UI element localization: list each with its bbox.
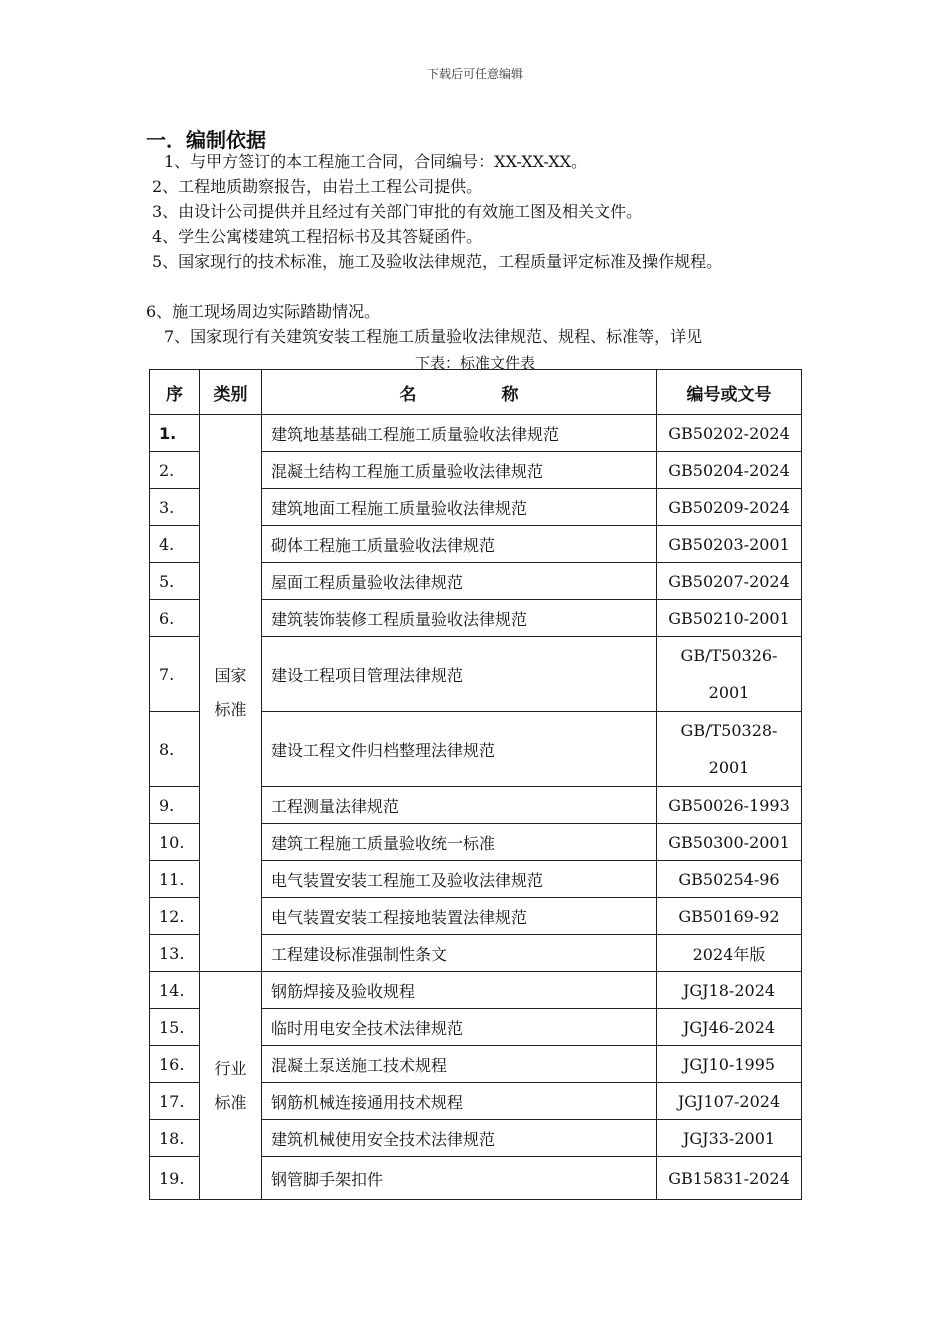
header-name: 名 称 [262,370,657,415]
header-no: 序 [150,370,200,415]
row-code: GB50209-2024 [657,489,802,526]
row-code: GB50300-2001 [657,824,802,861]
code-line-2: 2001 [708,758,750,777]
row-no: 16. [150,1046,200,1083]
row-code: GB15831-2024 [657,1157,802,1200]
row-code: GB50202-2024 [657,415,802,452]
row-name: 屋面工程质量验收法律规范 [262,563,657,600]
row-no: 11. [150,861,200,898]
row-no: 2. [150,452,200,489]
row-no: 3. [150,489,200,526]
row-name: 混凝土结构工程施工质量验收法律规范 [262,452,657,489]
row-code [657,637,802,712]
row-code: GB50210-2001 [657,600,802,637]
category-label: 行业标准 [214,1058,247,1112]
row-code: JGJ107-2024 [657,1083,802,1120]
basis-item-1: 1、与甲方签订的本工程施工合同，合同编号：XX-XX-XX。 [164,152,588,171]
category-national [200,415,262,972]
row-code: 2024年版 [657,935,802,972]
row-code [657,712,802,787]
basis-item-4: 4、学生公寓楼建筑工程招标书及其答疑函件。 [152,227,483,246]
section-title: 一．编制依据 [146,128,266,152]
header-code: 编号或文号 [657,370,802,415]
row-name: 建筑机械使用安全技术法律规范 [262,1120,657,1157]
row-no: 7. [150,637,200,712]
row-no: 8. [150,712,200,787]
basis-item-2: 2、工程地质勘察报告，由岩土工程公司提供。 [152,177,483,196]
row-no: 5. [150,563,200,600]
row-code: JGJ18-2024 [657,972,802,1009]
row-name: 建筑地基基础工程施工质量验收法律规范 [262,415,657,452]
row-name: 钢筋焊接及验收规程 [262,972,657,1009]
row-no: 10. [150,824,200,861]
row-no: 1. [150,415,200,452]
row-name: 临时用电安全技术法律规范 [262,1009,657,1046]
row-name: 钢筋机械连接通用技术规程 [262,1083,657,1120]
row-name: 建筑工程施工质量验收统一标准 [262,824,657,861]
header-category: 类别 [200,370,262,415]
row-name: 混凝土泵送施工技术规程 [262,1046,657,1083]
table-caption: 下表：标准文件表 [414,354,535,372]
row-no: 12. [150,898,200,935]
code-line-1: GB/T50326- [680,646,778,665]
basis-item-5: 5、国家现行的技术标准，施工及验收法律规范，工程质量评定标准及操作规程。 [152,252,723,271]
code-line-1: GB/T50328- [680,721,778,740]
row-no: 14. [150,972,200,1009]
row-no: 17. [150,1083,200,1120]
table-row [150,415,802,452]
row-code: GB50254-96 [657,861,802,898]
basis-item-6: 6、施工现场周边实际踏勘情况。 [146,302,381,321]
row-name: 建筑地面工程施工质量验收法律规范 [262,489,657,526]
page-header: 下载后可任意编辑 [426,67,523,81]
category-industry [200,972,262,1200]
table-row [150,972,802,1009]
row-no: 9. [150,787,200,824]
category-label: 国家标准 [214,666,247,719]
row-code: GB50204-2024 [657,452,802,489]
row-code: JGJ33-2001 [657,1120,802,1157]
row-name: 工程测量法律规范 [262,787,657,824]
row-name: 砌体工程施工质量验收法律规范 [262,526,657,563]
row-code: JGJ10-1995 [657,1046,802,1083]
row-code: GB50207-2024 [657,563,802,600]
row-no: 18. [150,1120,200,1157]
row-code: GB50203-2001 [657,526,802,563]
row-name: 建设工程文件归档整理法律规范 [262,712,657,787]
row-name: 钢管脚手架扣件 [262,1157,657,1200]
standards-table [149,369,802,1200]
table-header-row [150,370,802,415]
basis-item-7: 7、国家现行有关建筑安装工程施工质量验收法律规范、规程、标准等，详见 [164,327,703,346]
row-code: GB50169-92 [657,898,802,935]
row-code: JGJ46-2024 [657,1009,802,1046]
row-name: 建筑装饰装修工程质量验收法律规范 [262,600,657,637]
row-name: 电气装置安装工程接地装置法律规范 [262,898,657,935]
row-no: 13. [150,935,200,972]
code-line-2: 2001 [708,683,750,702]
row-name: 建设工程项目管理法律规范 [262,637,657,712]
row-name: 工程建设标准强制性条文 [262,935,657,972]
row-no: 19. [150,1157,200,1200]
row-name: 电气装置安装工程施工及验收法律规范 [262,861,657,898]
row-no: 15. [150,1009,200,1046]
row-code: GB50026-1993 [657,787,802,824]
row-no: 4. [150,526,200,563]
basis-item-3: 3、由设计公司提供并且经过有关部门审批的有效施工图及相关文件。 [152,202,643,221]
row-no: 6. [150,600,200,637]
